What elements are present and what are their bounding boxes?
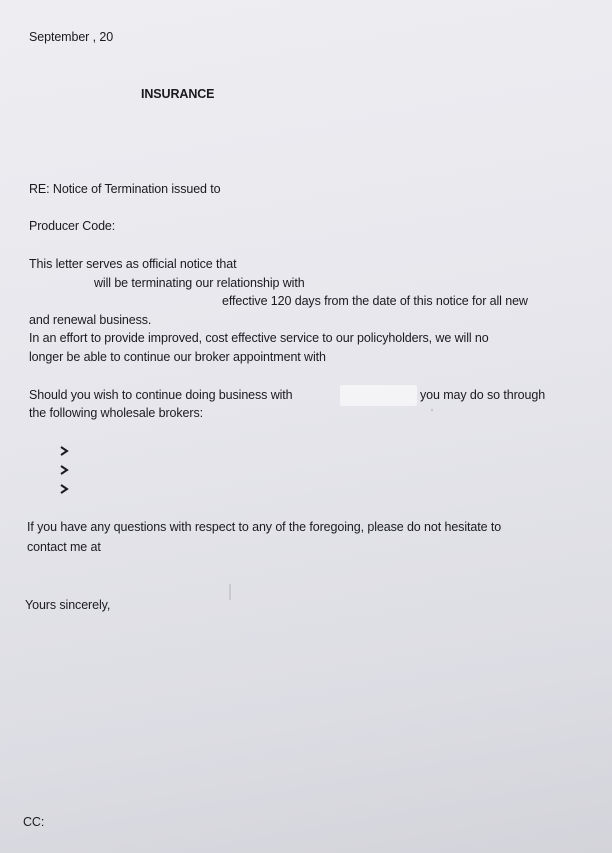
- paragraph-line: longer be able to continue our broker appointment with: [29, 350, 326, 364]
- paragraph-line: Should you wish to continue doing business with: [29, 388, 293, 402]
- paper-speck: [229, 584, 231, 600]
- cc-label: CC:: [23, 815, 45, 829]
- paragraph-line: will be terminating our relationship with: [94, 276, 305, 290]
- paragraph-line: you may do so through: [420, 388, 546, 402]
- paragraph-line: and renewal business.: [29, 313, 152, 327]
- letter-heading: INSURANCE: [141, 87, 215, 101]
- paragraph-line: This letter serves as official notice that: [29, 257, 237, 271]
- paragraph-line: contact me at: [27, 540, 101, 554]
- redaction-box: [340, 385, 417, 406]
- chevron-bullet-icon: [58, 482, 70, 496]
- closing-salutation: Yours sincerely,: [25, 598, 111, 612]
- paragraph-line: If you have any questions with respect to any of the foregoing, please do not hesitate to: [27, 520, 502, 534]
- producer-code-label: Producer Code:: [29, 219, 116, 233]
- chevron-bullet-icon: [58, 444, 70, 458]
- letter-date: September , 20: [29, 30, 114, 44]
- paragraph-line: the following wholesale brokers:: [29, 406, 203, 420]
- paragraph-line: In an effort to provide improved, cost effective service to our policyholders, we will no: [29, 331, 489, 345]
- paper-speck: [431, 409, 433, 411]
- paragraph-line: effective 120 days from the date of this notice for all new: [222, 294, 528, 308]
- chevron-bullet-icon: [58, 463, 70, 477]
- re-line: RE: Notice of Termination issued to: [29, 182, 221, 196]
